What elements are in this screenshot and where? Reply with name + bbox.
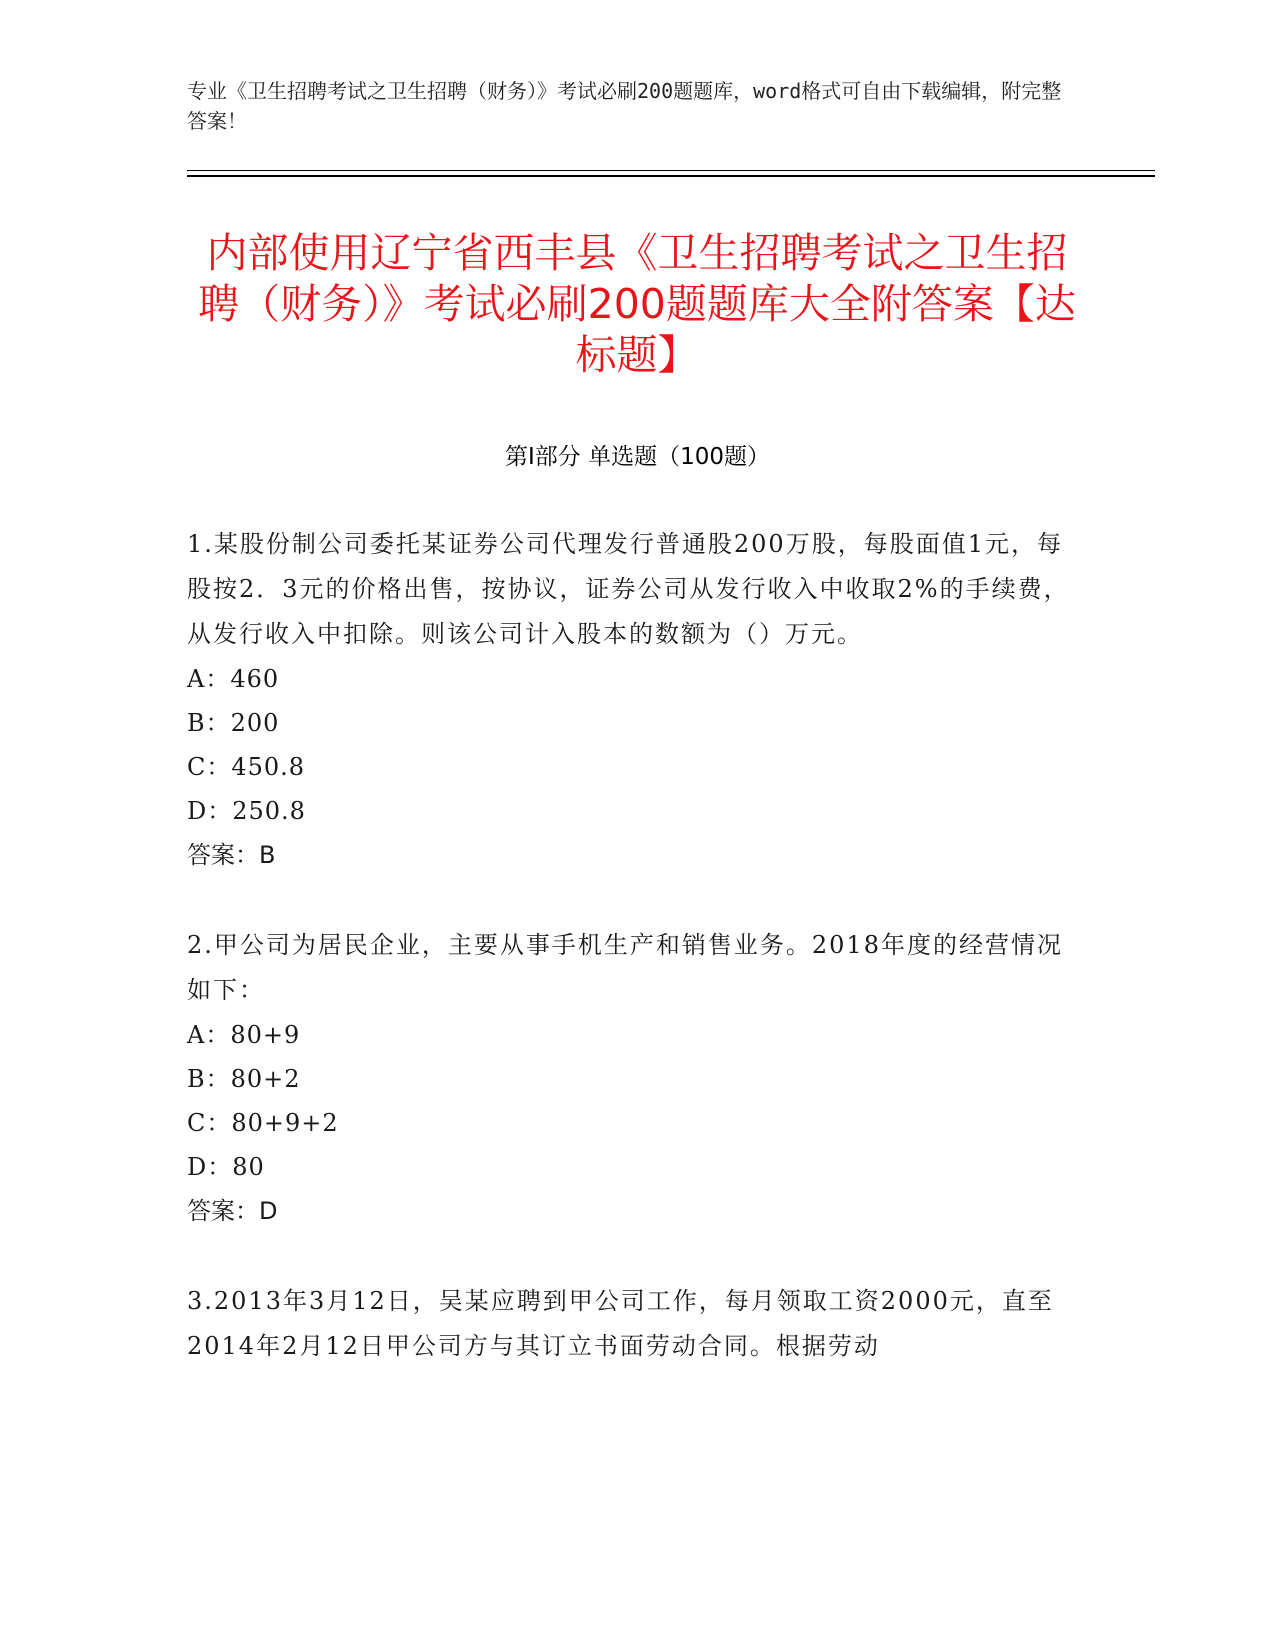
option-a: A：460 (187, 665, 280, 693)
answer: 答案：D (187, 1197, 278, 1225)
option-d: D：80 (187, 1153, 265, 1181)
option-c: C：450.8 (187, 753, 306, 781)
question-stem: 2.甲公司为居民企业，主要从事手机生产和销售业务。2018年度的经营情况如下： (187, 931, 1063, 1004)
option-a: A：80+9 (187, 1021, 301, 1049)
option-d: D：250.8 (187, 797, 306, 825)
question-stem: 1.某股份制公司委托某证券公司代理发行普通股200万股，每股面值1元，每股按2．3元的价格出售，按协议，证券公司从发行收入中收取2%的手续费，从发行收入中扣除。则该公司计入股本的数额为（）万元。 (187, 530, 1070, 648)
header-note: 专业《卫生招聘考试之卫生招聘（财务）》考试必刷200题题库，word格式可自由下载编辑，附完整答案！ (187, 79, 1062, 133)
option-c: C：80+9+2 (187, 1109, 339, 1137)
option-b: B：80+2 (187, 1065, 301, 1093)
section-heading: 第Ⅰ部分 单选题（100题） (505, 444, 770, 470)
header-divider-thin (187, 170, 1155, 171)
option-b: B：200 (187, 709, 280, 737)
question-2 (187, 923, 1087, 1233)
question-stem: 3.2013年3月12日，吴某应聘到甲公司工作，每月领取工资2000元，直至2014年2月12日甲公司方与其订立书面劳动合同。根据劳动 (187, 1287, 1054, 1360)
document-title: 内部使用辽宁省西丰县《卫生招聘考试之卫生招聘（财务）》考试必刷200题题库大全附答案【达标题】 (198, 229, 1076, 379)
question-3 (187, 1279, 1087, 1369)
question-1 (187, 522, 1087, 877)
header-divider-thick (187, 175, 1155, 177)
answer: 答案：B (187, 841, 276, 869)
question-list (187, 522, 1087, 1415)
